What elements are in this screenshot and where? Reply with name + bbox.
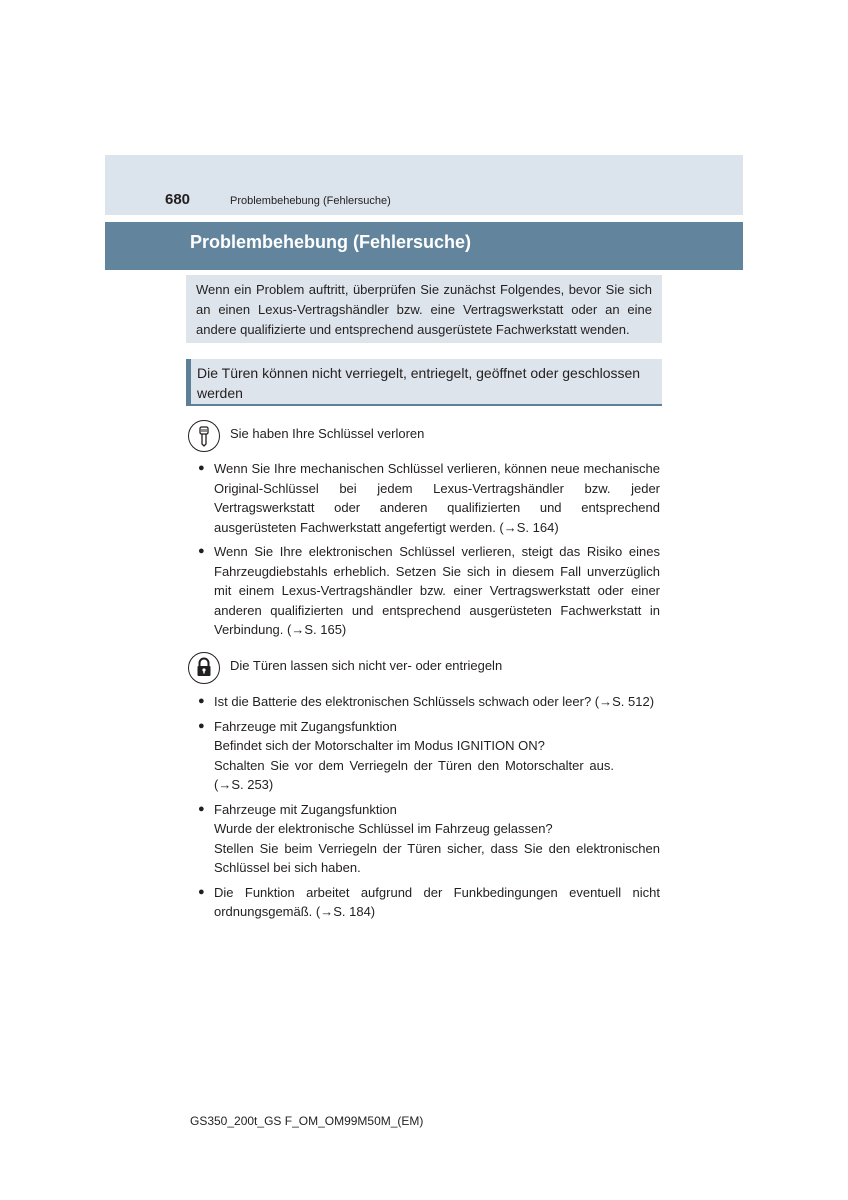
bullet-icon: ● — [198, 462, 205, 474]
list-item: ● Wenn Sie Ihre mechanischen Schlüssel verlieren, können neue mechanische Original-Schlüssel bei jedem Lexus-Vertragshändler bzw. jeder Vertragswerkstatt oder anderen qualifizierten und entsprechend ausgerüsteten Fachwerkstatt angefertigt werden. (→S. 164) — [198, 461, 660, 535]
bullet-icon: ● — [198, 719, 205, 732]
list-item: ● Die Funktion arbeitet aufgrund der Funkbedingungen eventuell nicht ordnungsgemäß. (→S. 184) — [198, 884, 660, 919]
list-item: ● Fahrzeuge mit Zugangsfunktion Befindet sich der Motorschalter im Modus IGNITION ON? Schalten Sie vor dem Verriegeln der Türen den Motorschalter aus. (→S. 253) — [198, 718, 614, 792]
subsection-title: Sie haben Ihre Schlüssel verloren — [230, 426, 425, 441]
intro-box: Wenn ein Problem auftritt, überprüfen Sie zunächst Folgendes, bevor Sie sich an einen Lexus-Vertragshändler bzw. eine Vertragswerkstatt oder an eine andere qualifizierte und entsprechend ausgerüstete Fachwerkstatt wenden. — [186, 275, 662, 343]
bullet-icon: ● — [198, 545, 205, 557]
lock-icon — [188, 652, 220, 684]
bullet-list — [198, 459, 660, 645]
section-heading: Die Türen können nicht verriegelt, entriegelt, geöffnet oder geschlossen werden — [186, 359, 662, 406]
subsection-title: Die Türen lassen sich nicht ver- oder entriegeln — [230, 658, 503, 673]
key-icon — [188, 420, 220, 452]
list-item: ● Fahrzeuge mit Zugangsfunktion Wurde der elektronische Schlüssel im Fahrzeug gelassen? Stellen Sie beim Verriegeln der Türen sicher, dass Sie den elektronischen Schlüssel bei sich haben. — [198, 801, 660, 875]
page-number: 680 — [165, 191, 191, 208]
header-band — [105, 155, 743, 215]
bullet-list — [198, 692, 660, 927]
list-item: ● Ist die Batterie des elektronischen Schlüssels schwach oder leer? (→S. 512) — [198, 692, 660, 712]
bullet-icon: ● — [198, 695, 205, 707]
footer-code: GS350_200t_GS F_OM_OM99M50M_(EM) — [190, 1114, 424, 1128]
bullet-icon: ● — [198, 885, 205, 898]
page-title: Problembehebung (Fehlersuche) — [190, 232, 472, 252]
running-title: Problembehebung (Fehlersuche) — [230, 195, 391, 207]
list-item: ● Wenn Sie Ihre elektronischen Schlüssel verlieren, steigt das Risiko eines Fahrzeugdiebstahls erheblich. Setzen Sie sich in diesem Fall unverzüglich mit einem Lexus-Vertragshändler bzw. einer Vertragswerkstatt oder einer anderen qualifizierten und entsprechend ausgerüsteten Fachwerkstatt in Verbindung. (→S. 165) — [198, 544, 660, 637]
bullet-icon: ● — [198, 802, 205, 815]
